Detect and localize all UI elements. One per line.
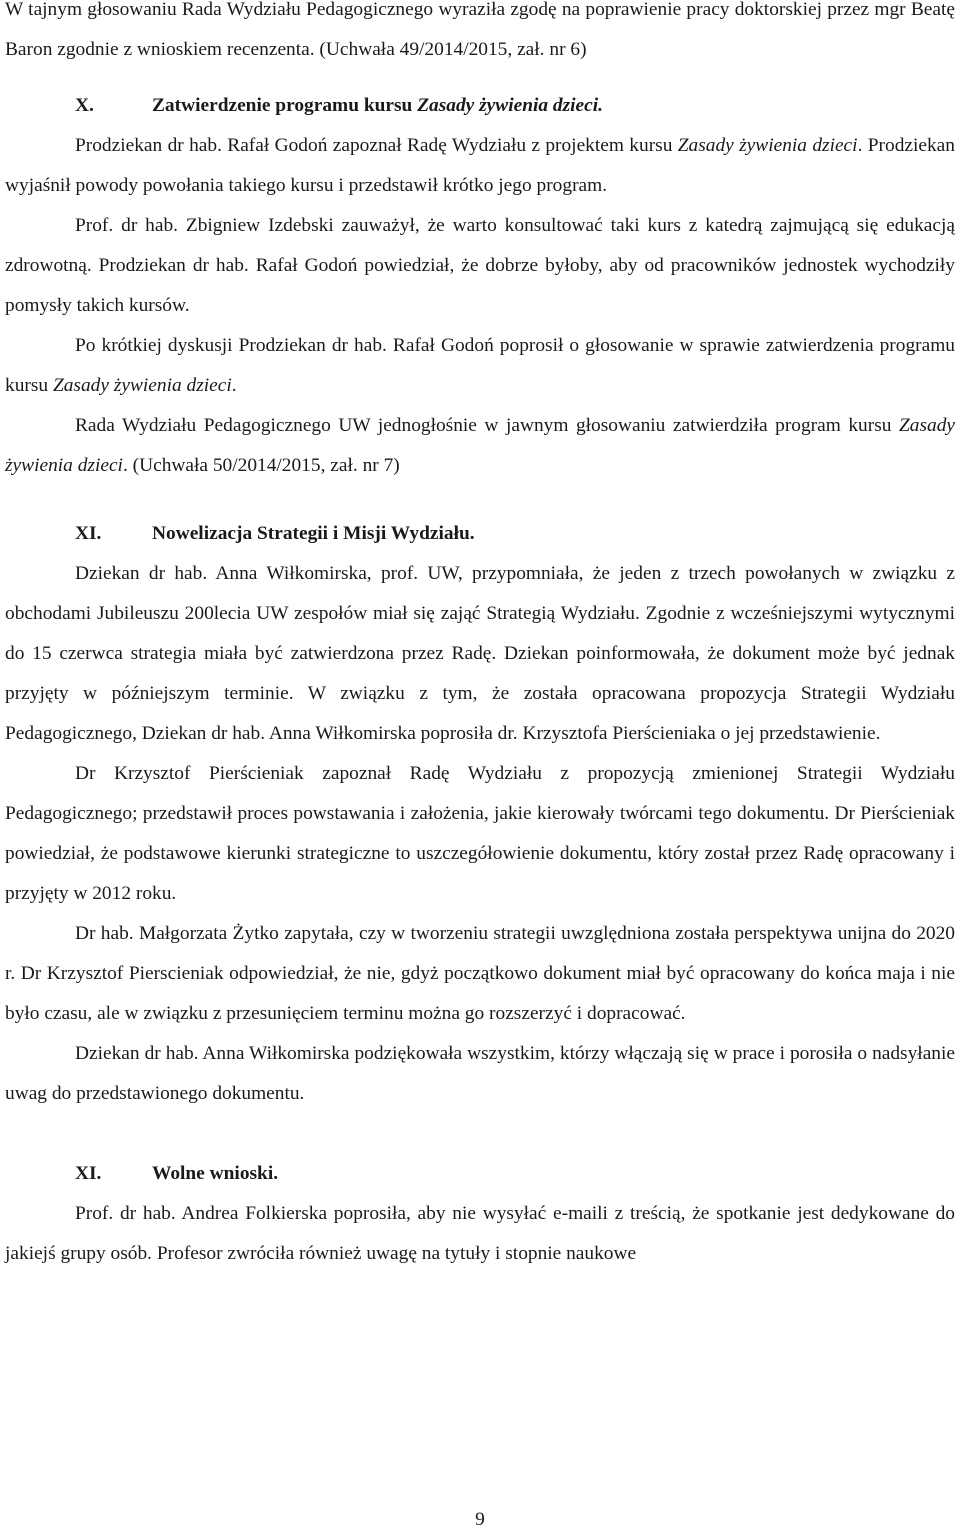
- page-number: 9: [475, 1509, 485, 1530]
- course-name-italic: Zasady żywienia dzieci: [677, 135, 858, 156]
- section-title: Zatwierdzenie programu kursu: [152, 95, 418, 116]
- text-run: . (Uchwała 50/2014/2015, zał. nr 7): [122, 455, 400, 476]
- section-number: XI.: [75, 1163, 102, 1184]
- text-run: . Prodziekan wyjaśnił powody powołania takiego kursu i przedstawił krótko jego program.: [5, 135, 955, 196]
- paragraph: [5, 326, 955, 406]
- paragraph: Dr hab. Małgorzata Żytko zapytała, czy w tworzeniu strategii uwzględniona została perspektywa unijna do 2020 r. Dr Krzysztof Pierscieniak odpowiedział, że nie, gdyż początkowo dokument miał być opracowany do końca maja i nie było czasu, ale w związku z przesunięciem terminu można go rozszerzyć i dopracować.: [5, 923, 955, 1024]
- document-page: [5, 0, 955, 1274]
- section-title: Wolne wnioski.: [152, 1163, 279, 1184]
- spacer: [5, 70, 955, 86]
- text-run: .: [231, 375, 237, 396]
- course-name-italic: Zasady żywienia dzieci: [52, 375, 232, 396]
- paragraph: Dr Krzysztof Pierścieniak zapoznał Radę Wydziału z propozycją zmienionej Strategii Wydziału Pedagogicznego; przedstawił proces powstawania i założenia, jakie kierowały twórcami tego dokumentu. Dr Pierścieniak powiedział, że podstawowe kierunki strategiczne to uszczegółowienie dokumentu, który został przez Radę opracowany i przyjęty w 2012 roku.: [5, 763, 955, 904]
- section-title: Nowelizacja Strategii i Misji Wydziału.: [152, 523, 475, 544]
- text-run: Rada Wydziału Pedagogicznego UW jednogłośnie w jawnym głosowaniu zatwierdziła program kursu: [75, 415, 899, 436]
- section-heading-xi: [5, 514, 955, 554]
- text-run: Prodziekan dr hab. Rafał Godoń zapoznał Radę Wydziału z projektem kursu: [75, 135, 678, 156]
- paragraph: [5, 406, 955, 486]
- text-run: Po krótkiej dyskusji Prodziekan dr hab. Rafał Godoń poprosił o głosowanie w sprawie zatwierdzenia programu kursu: [5, 335, 955, 396]
- paragraph: Prof. dr hab. Zbigniew Izdebski zauważył, że warto konsultować taki kurs z katedrą zajmującą się edukacją zdrowotną. Prodziekan dr hab. Rafał Godoń powiedział, że dobrze byłoby, aby od pracowników jednostek wychodziły pomysły takich kursów.: [5, 215, 955, 316]
- paragraph: [5, 126, 955, 206]
- intro-paragraph: W tajnym głosowaniu Rada Wydziału Pedagogicznego wyraziła zgodę na poprawienie pracy doktorskiej przez mgr Beatę Baron zgodnie z wnioskiem recenzenta. (Uchwała 49/2014/2015, zał. nr 6): [5, 0, 955, 60]
- section-number: XI.: [75, 523, 102, 544]
- paragraph: Dziekan dr hab. Anna Wiłkomirska podziękowała wszystkim, którzy włączają się w prace i porosiła o nadsyłanie uwag do przedstawionego dokumentu.: [5, 1043, 955, 1104]
- course-name-italic: Zasady żywienia dzieci: [5, 415, 955, 476]
- paragraph: Prof. dr hab. Andrea Folkierska poprosiła, aby nie wysyłać e-maili z treścią, że spotkanie jest dedykowane do jakiejś grupy osób. Profesor zwróciła również uwagę na tytuły i stopnie naukowe: [5, 1203, 955, 1264]
- section-number: X.: [75, 95, 94, 116]
- section-heading-x: [5, 86, 955, 126]
- section-heading-xi-b: [5, 1154, 955, 1194]
- section-title-italic: Zasady żywienia dzieci.: [417, 95, 603, 116]
- spacer: [5, 1114, 955, 1154]
- paragraph: Dziekan dr hab. Anna Wiłkomirska, prof. UW, przypomniała, że jeden z trzech powołanych w związku z obchodami Jubileuszu 200lecia UW zespołów miał się zająć Strategią Wydziału. Zgodnie z wcześniejszymi wytycznymi do 15 czerwca strategia miała być zatwierdzona przez Radę. Dziekan poinformowała, że dokument może być jednak przyjęty w późniejszym terminie. W związku z tym, że została opracowana propozycja Strategii Wydziału Pedagogicznego, Dziekan dr hab. Anna Wiłkomirska poprosiła dr. Krzysztofa Pierścieniaka o jej przedstawienie.: [5, 563, 955, 744]
- spacer: [5, 486, 955, 514]
